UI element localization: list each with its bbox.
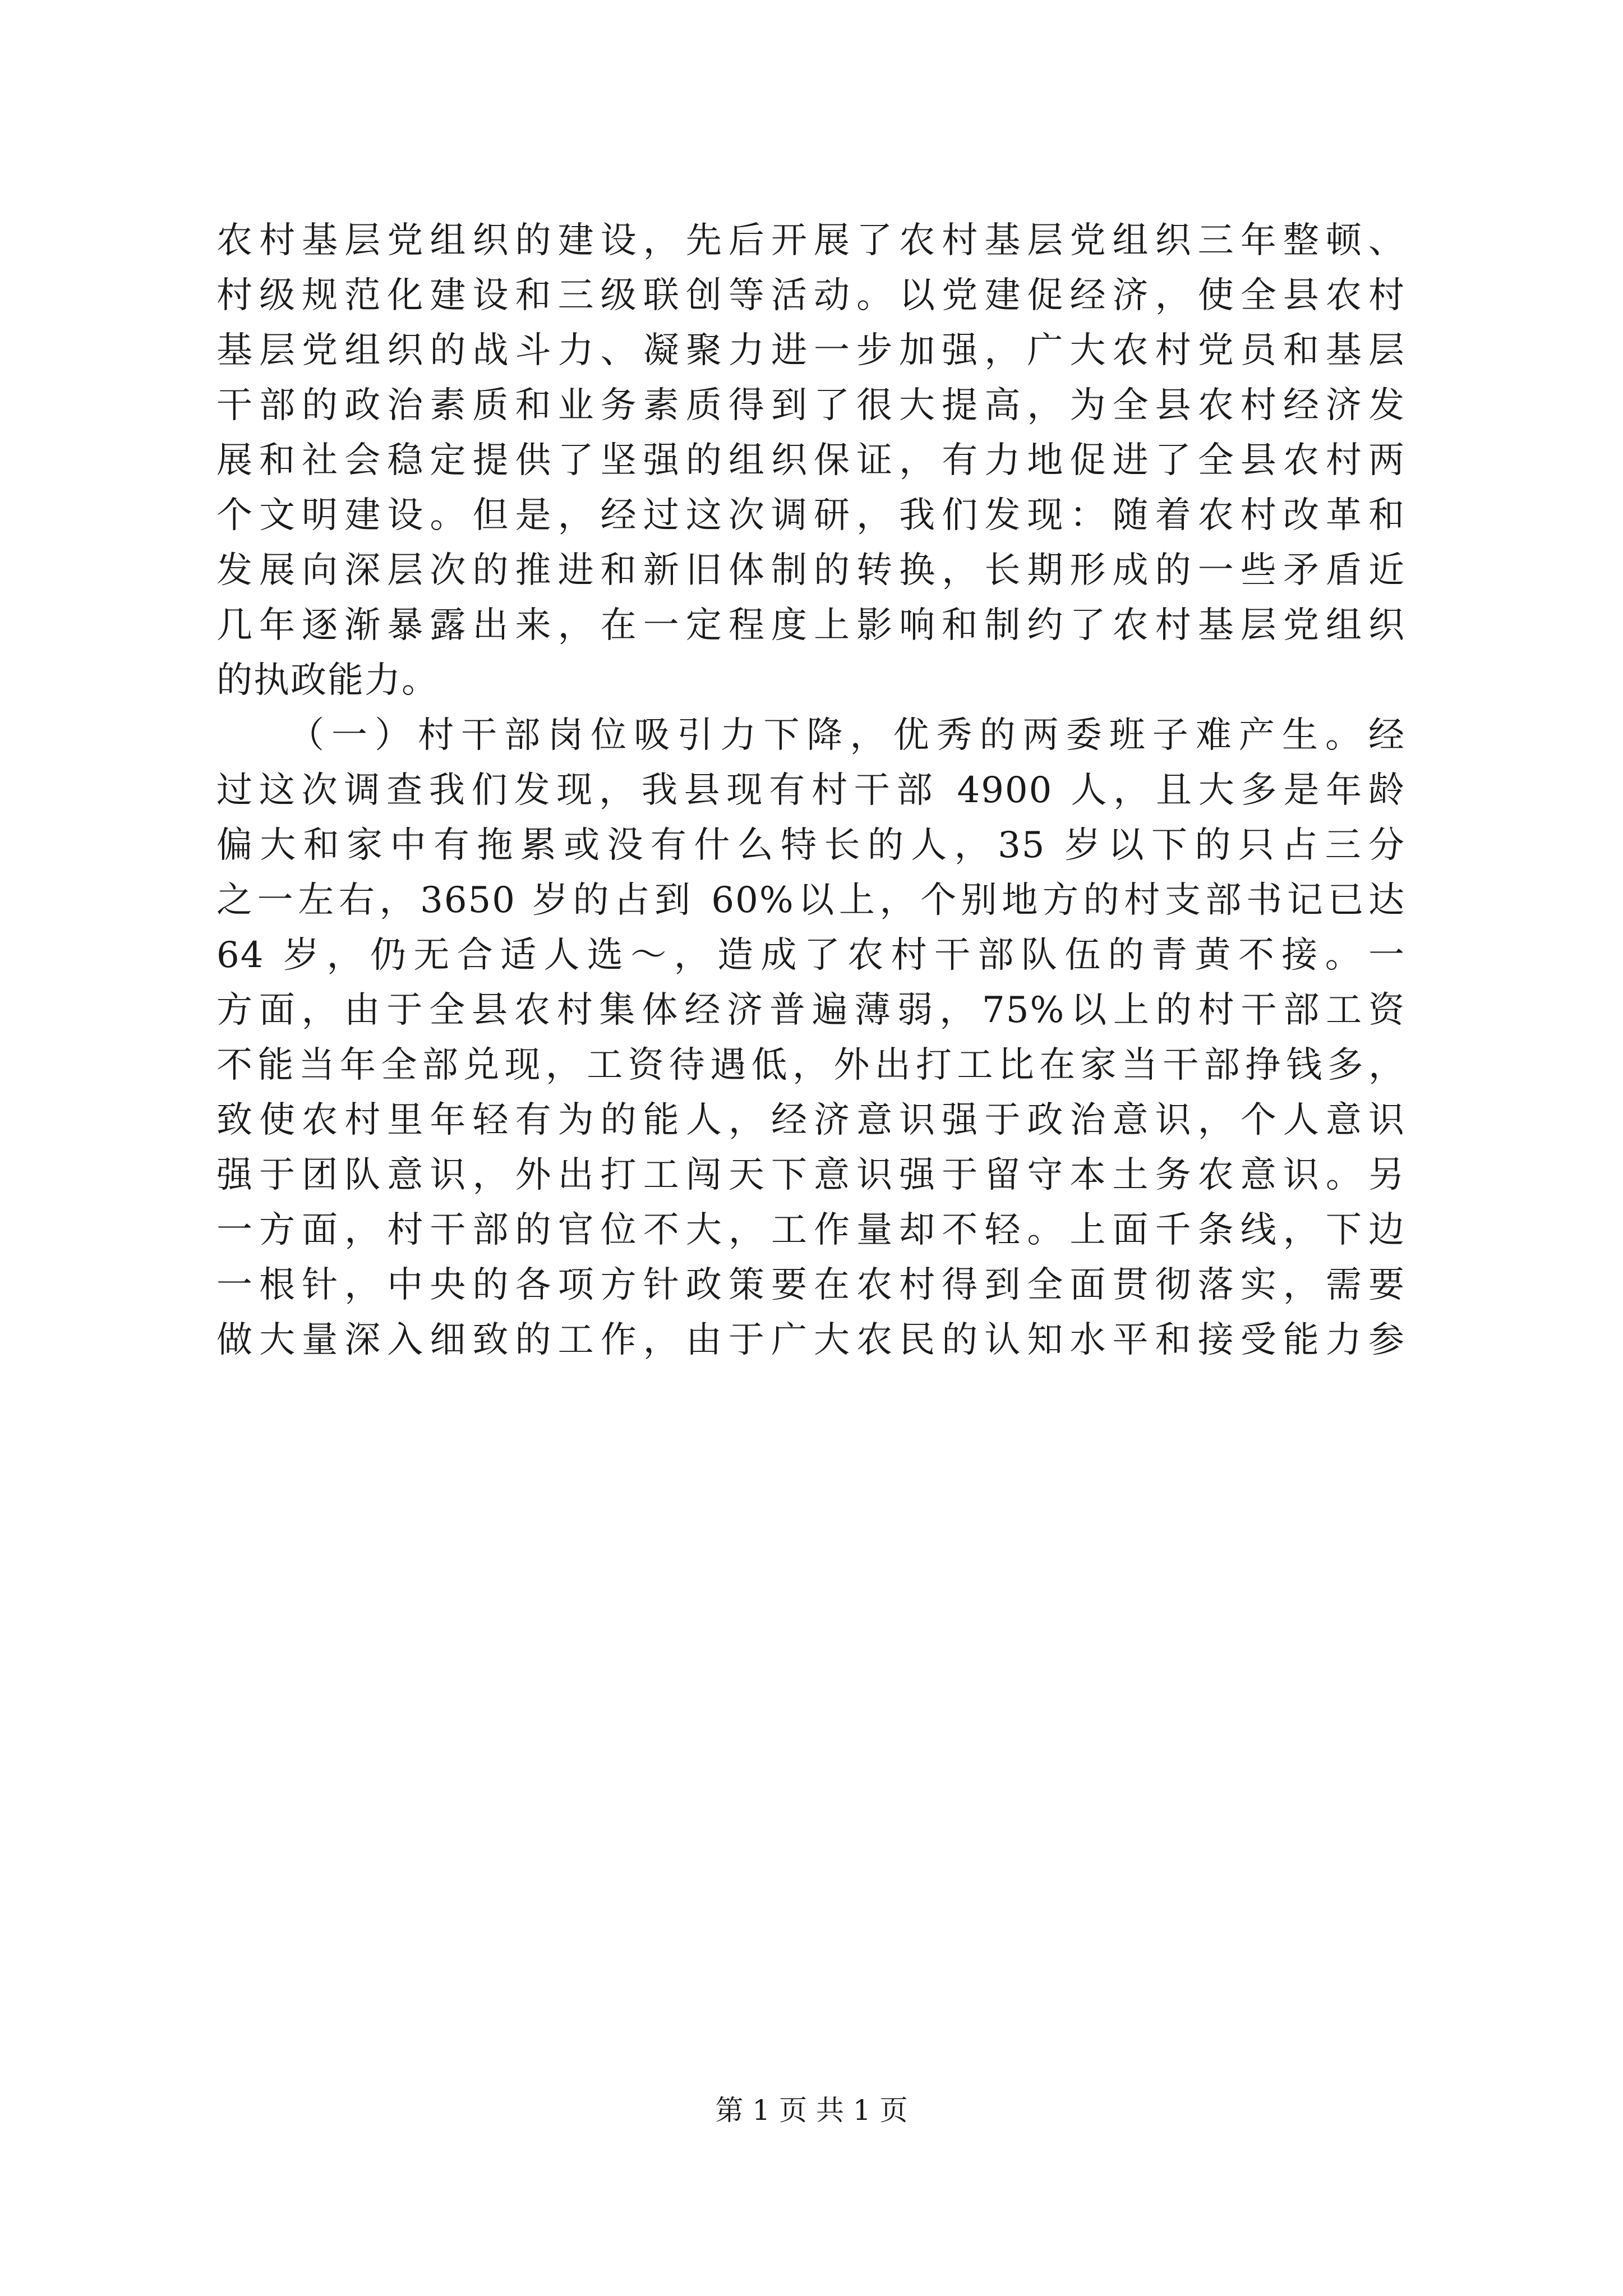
text-line: 农村基层党组织的建设，先后开展了农村基层党组织三年整顿、: [216, 220, 1405, 261]
page-number-label: 第 1 页 共 1 页: [715, 2094, 908, 2127]
text-line: 村级规范化建设和三级联创等活动。以党建促经济，使全县农村: [216, 275, 1405, 316]
text-line: 做大量深入细致的工作，由于广大农民的认知水平和接受能力参: [216, 1319, 1405, 1361]
document-body: [216, 213, 1405, 1368]
text-line: 偏大和家中有拖累或没有什么特长的人，35 岁以下的只占三分: [216, 825, 1405, 866]
text-line: （一）村干部岗位吸引力下降，优秀的两委班子难产生。经: [288, 715, 1405, 756]
paragraph-2: [216, 708, 1405, 1368]
text-line: 干部的政治素质和业务素质得到了很大提高，为全县农村经济发: [216, 385, 1405, 426]
text-line: 几年逐渐暴露出来，在一定程度上影响和制约了农村基层党组织: [216, 605, 1405, 646]
text-line: 发展向深层次的推进和新旧体制的转换，长期形成的一些矛盾近: [216, 550, 1405, 591]
text-line: 方面，由于全县农村集体经济普遍薄弱，75%以上的村干部工资: [216, 990, 1405, 1031]
text-line: 的执政能力。: [216, 660, 439, 701]
text-line: 一方面，村干部的官位不大，工作量却不轻。上面千条线，下边: [216, 1209, 1405, 1251]
text-line: 致使农村里年轻有为的能人，经济意识强于政治意识，个人意识: [216, 1099, 1405, 1141]
text-line: 基层党组织的战斗力、凝聚力进一步加强，广大农村党员和基层: [216, 330, 1405, 371]
text-line: 个文明建设。但是，经过这次调研，我们发现：随着农村改革和: [216, 495, 1405, 536]
text-line: 一根针，中央的各项方针政策要在农村得到全面贯彻落实，需要: [216, 1264, 1405, 1306]
page-footer: [0, 2093, 1623, 2127]
paragraph-1: [216, 213, 1405, 708]
text-line: 不能当年全部兑现，工资待遇低，外出打工比在家当干部挣钱多，: [216, 1045, 1405, 1086]
text-line: 之一左右，3650 岁的占到 60%以上，个别地方的村支部书记已达: [216, 880, 1405, 921]
text-line: 强于团队意识，外出打工闯天下意识强于留守本土务农意识。另: [216, 1154, 1405, 1196]
text-line: 64 岁，仍无合适人选～，造成了农村干部队伍的青黄不接。一: [216, 935, 1405, 976]
text-line: 展和社会稳定提供了坚强的组织保证，有力地促进了全县农村两: [216, 440, 1405, 481]
text-line: 过这次调查我们发现，我县现有村干部 4900 人，且大多是年龄: [216, 770, 1405, 811]
